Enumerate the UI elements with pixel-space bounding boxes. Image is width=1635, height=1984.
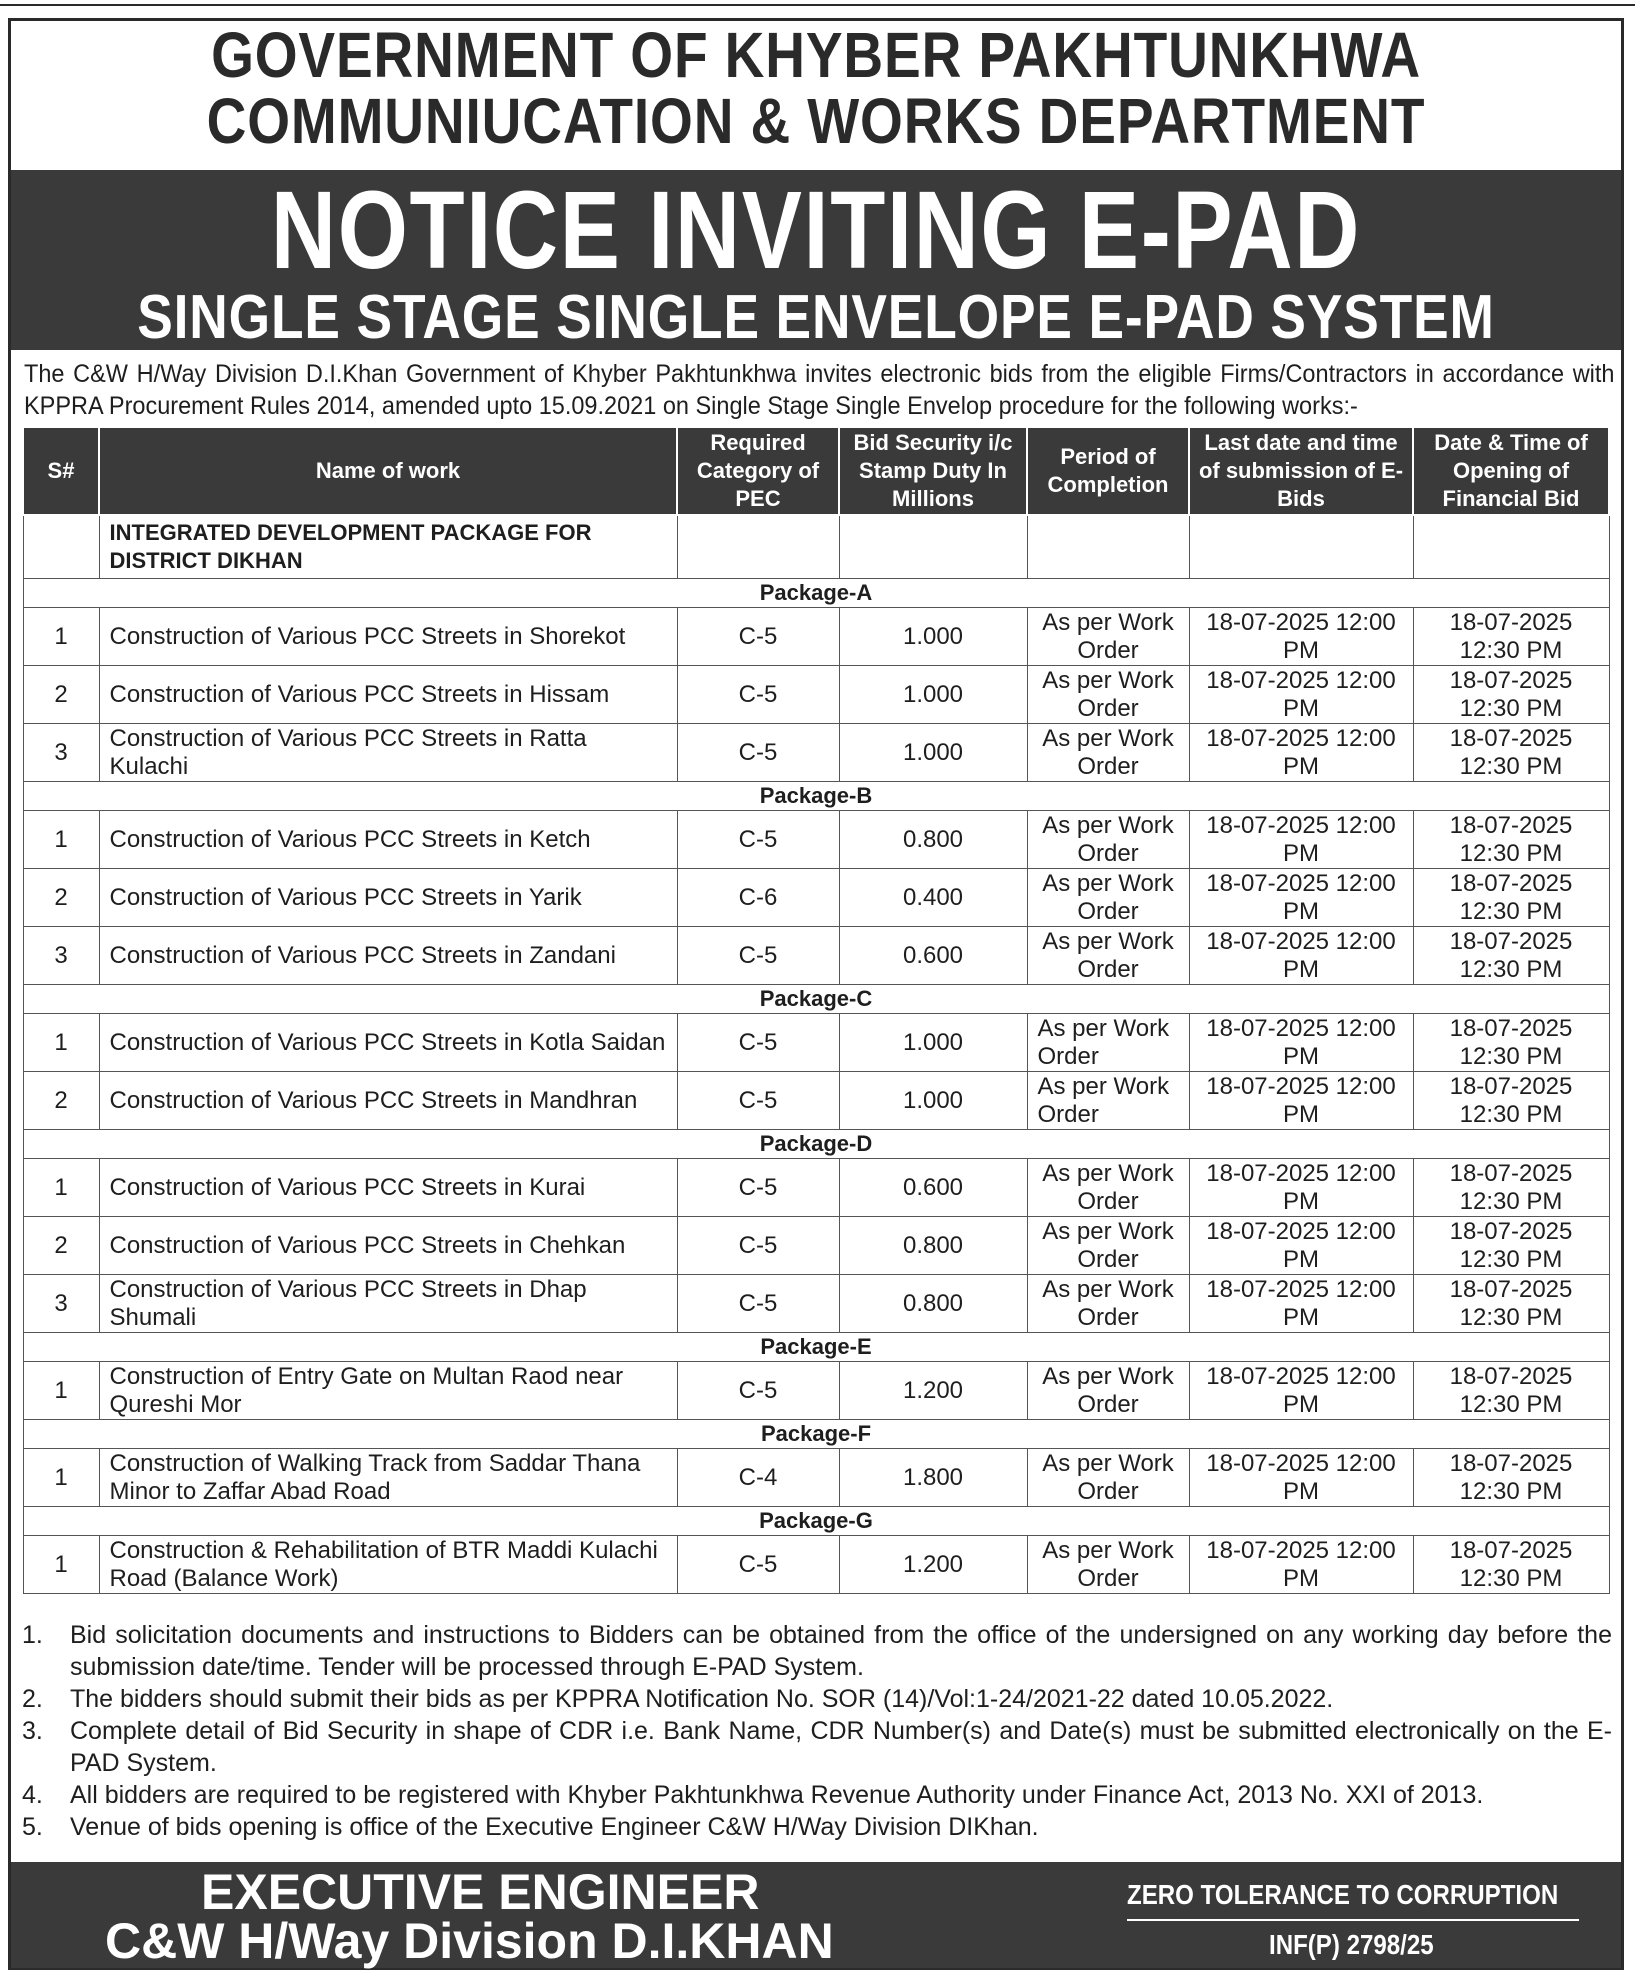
group-row xyxy=(23,515,1609,579)
cell-submission: 18-07-2025 12:00 PM xyxy=(1189,1275,1413,1333)
cell-opening: 18-07-2025 12:30 PM xyxy=(1413,666,1609,724)
cell-opening: 18-07-2025 12:30 PM xyxy=(1413,1362,1609,1420)
cell-security: 1.800 xyxy=(839,1449,1027,1507)
cell-submission: 18-07-2025 12:00 PM xyxy=(1189,1014,1413,1072)
notice-title: NOTICE INVITING E-PAD xyxy=(270,169,1362,292)
header-sno: S# xyxy=(23,428,99,515)
package-label: Package-D xyxy=(23,1130,1609,1159)
government-title: GOVERNMENT OF KHYBER PAKHTUNKHWA xyxy=(211,19,1421,91)
cell-opening: 18-07-2025 12:30 PM xyxy=(1413,1159,1609,1217)
cell-period: As per Work Order xyxy=(1027,724,1189,782)
header-security: Bid Security i/c Stamp Duty In Millions xyxy=(839,428,1027,515)
table-row xyxy=(23,811,1609,869)
cell-period: As per Work Order xyxy=(1027,1072,1189,1130)
cell-security: 1.000 xyxy=(839,1014,1027,1072)
header-name: Name of work xyxy=(99,428,677,515)
reference-number: INF(P) 2798/25 xyxy=(1269,1929,1434,1960)
works-table xyxy=(22,428,1610,1594)
cell-opening: 18-07-2025 12:30 PM xyxy=(1413,1275,1609,1333)
cell-name: Construction of Various PCC Streets in Dhap Shumali xyxy=(99,1275,677,1333)
cell-name: Construction of Various PCC Streets in Chehkan xyxy=(99,1217,677,1275)
package-label: Package-E xyxy=(23,1333,1609,1362)
table-row xyxy=(23,1275,1609,1333)
cell-sno: 1 xyxy=(23,811,99,869)
note-item xyxy=(22,1779,1612,1811)
table-row xyxy=(23,666,1609,724)
group-title: INTEGRATED DEVELOPMENT PACKAGE FOR DISTRICT DIKHAN xyxy=(99,515,677,579)
cell-security: 0.400 xyxy=(839,869,1027,927)
cell-submission: 18-07-2025 12:00 PM xyxy=(1189,1072,1413,1130)
cell-opening: 18-07-2025 12:30 PM xyxy=(1413,1072,1609,1130)
header-submission: Last date and time of submission of E-Bids xyxy=(1189,428,1413,515)
cell-sno: 3 xyxy=(23,1275,99,1333)
cell-security: 0.800 xyxy=(839,811,1027,869)
header-category: Required Category of PEC xyxy=(677,428,839,515)
cell-sno: 1 xyxy=(23,1362,99,1420)
notice-subtitle: SINGLE STAGE SINGLE ENVELOPE E-PAD SYSTEM xyxy=(137,283,1495,352)
cell-period: As per Work Order xyxy=(1027,666,1189,724)
table-row xyxy=(23,869,1609,927)
package-label: Package-B xyxy=(23,782,1609,811)
signatory-division: C&W H/Way Division D.I.KHAN xyxy=(105,1913,834,1969)
top-rule xyxy=(0,4,1635,6)
table-row xyxy=(23,1536,1609,1594)
cell-sno: 3 xyxy=(23,927,99,985)
note-text: Complete detail of Bid Security in shape of CDR i.e. Bank Name, CDR Number(s) and Date(s) must be submitted electronically on the E-PAD System. xyxy=(70,1717,1612,1777)
table-row xyxy=(23,1014,1609,1072)
cell-name: Construction of Various PCC Streets in Ketch xyxy=(99,811,677,869)
cell-sno: 2 xyxy=(23,869,99,927)
cell-sno: 2 xyxy=(23,1217,99,1275)
cell-name: Construction of Various PCC Streets in Zandani xyxy=(99,927,677,985)
package-row xyxy=(23,782,1609,811)
cell-category: C-5 xyxy=(677,1536,839,1594)
works-table-body xyxy=(23,515,1609,1594)
cell-category: C-4 xyxy=(677,1449,839,1507)
cell-sno: 1 xyxy=(23,608,99,666)
intro-paragraph: The C&W H/Way Division D.I.Khan Government of Khyber Pakhtunkhwa invites electronic bids from the eligible Firms/Contractors in accordance with KPPRA Procurement Rules 2014, amended upto 15.09.2021 on Single Stage Single Envelop procedure for the following works:- xyxy=(24,360,1615,420)
cell-category: C-5 xyxy=(677,1275,839,1333)
cell-category: C-5 xyxy=(677,927,839,985)
cell-name: Construction of Various PCC Streets in Yarik xyxy=(99,869,677,927)
cell-submission: 18-07-2025 12:00 PM xyxy=(1189,1159,1413,1217)
note-number: 5. xyxy=(22,1813,43,1841)
cell-submission: 18-07-2025 12:00 PM xyxy=(1189,927,1413,985)
cell-period: As per Work Order xyxy=(1027,1449,1189,1507)
package-label: Package-C xyxy=(23,985,1609,1014)
cell-security: 0.800 xyxy=(839,1275,1027,1333)
signatory-designation: EXECUTIVE ENGINEER xyxy=(201,1864,760,1920)
cell-period: As per Work Order xyxy=(1027,1159,1189,1217)
cell-category: C-5 xyxy=(677,724,839,782)
cell-category: C-5 xyxy=(677,608,839,666)
cell-opening: 18-07-2025 12:30 PM xyxy=(1413,1014,1609,1072)
cell-period: As per Work Order xyxy=(1027,1275,1189,1333)
header-opening: Date & Time of Opening of Financial Bid xyxy=(1413,428,1609,515)
cell-security: 1.000 xyxy=(839,1072,1027,1130)
note-number: 3. xyxy=(22,1717,43,1745)
cell-sno: 2 xyxy=(23,666,99,724)
cell-period: As per Work Order xyxy=(1027,1362,1189,1420)
cell-submission: 18-07-2025 12:00 PM xyxy=(1189,1362,1413,1420)
anti-corruption-slogan: ZERO TOLERANCE TO CORRUPTION xyxy=(1127,1879,1559,1910)
package-label: Package-A xyxy=(23,579,1609,608)
cell-category: C-5 xyxy=(677,1072,839,1130)
cell-security: 1.000 xyxy=(839,666,1027,724)
table-row xyxy=(23,608,1609,666)
table-row xyxy=(23,1449,1609,1507)
cell-submission: 18-07-2025 12:00 PM xyxy=(1189,869,1413,927)
cell-period: As per Work Order xyxy=(1027,869,1189,927)
note-text: All bidders are required to be registered with Khyber Pakhtunkhwa Revenue Authority under Finance Act, 2013 No. XXI of 2013. xyxy=(70,1781,1484,1809)
package-label: Package-G xyxy=(23,1507,1609,1536)
cell-name: Construction of Walking Track from Saddar Thana Minor to Zaffar Abad Road xyxy=(99,1449,677,1507)
package-row xyxy=(23,985,1609,1014)
note-item xyxy=(22,1683,1612,1715)
cell-name: Construction of Various PCC Streets in Mandhran xyxy=(99,1072,677,1130)
package-row xyxy=(23,1507,1609,1536)
cell-opening: 18-07-2025 12:30 PM xyxy=(1413,1217,1609,1275)
cell-security: 1.000 xyxy=(839,608,1027,666)
package-label: Package-F xyxy=(23,1420,1609,1449)
department-header xyxy=(124,19,1509,157)
cell-sno: 2 xyxy=(23,1072,99,1130)
cell-period: As per Work Order xyxy=(1027,608,1189,666)
department-title: COMMUNIUCATION & WORKS DEPARTMENT xyxy=(206,85,1426,157)
cell-security: 0.600 xyxy=(839,1159,1027,1217)
table-row xyxy=(23,1362,1609,1420)
cell-name: Construction of Various PCC Streets in Kotla Saidan xyxy=(99,1014,677,1072)
table-row xyxy=(23,1217,1609,1275)
package-row xyxy=(23,1420,1609,1449)
cell-period: As per Work Order xyxy=(1027,1014,1189,1072)
cell-category: C-5 xyxy=(677,811,839,869)
cell-opening: 18-07-2025 12:30 PM xyxy=(1413,1536,1609,1594)
cell-sno: 1 xyxy=(23,1449,99,1507)
cell-name: Construction of Various PCC Streets in Kurai xyxy=(99,1159,677,1217)
slogan-underline xyxy=(1127,1919,1579,1921)
cell-name: Construction of Various PCC Streets in Hissam xyxy=(99,666,677,724)
cell-category: C-5 xyxy=(677,666,839,724)
cell-submission: 18-07-2025 12:00 PM xyxy=(1189,1536,1413,1594)
cell-period: As per Work Order xyxy=(1027,811,1189,869)
cell-security: 1.200 xyxy=(839,1536,1027,1594)
cell-category: C-5 xyxy=(677,1014,839,1072)
note-number: 1. xyxy=(22,1621,43,1649)
cell-submission: 18-07-2025 12:00 PM xyxy=(1189,1217,1413,1275)
cell-submission: 18-07-2025 12:00 PM xyxy=(1189,666,1413,724)
note-item xyxy=(22,1715,1612,1779)
package-row xyxy=(23,1333,1609,1362)
table-row xyxy=(23,724,1609,782)
cell-submission: 18-07-2025 12:00 PM xyxy=(1189,1449,1413,1507)
cell-opening: 18-07-2025 12:30 PM xyxy=(1413,608,1609,666)
cell-opening: 18-07-2025 12:30 PM xyxy=(1413,724,1609,782)
table-row xyxy=(23,1072,1609,1130)
note-item xyxy=(22,1811,1612,1843)
cell-name: Construction of Various PCC Streets in Shorekot xyxy=(99,608,677,666)
note-number: 2. xyxy=(22,1685,43,1713)
cell-opening: 18-07-2025 12:30 PM xyxy=(1413,1449,1609,1507)
cell-security: 0.600 xyxy=(839,927,1027,985)
cell-category: C-5 xyxy=(677,1217,839,1275)
table-row xyxy=(23,1159,1609,1217)
package-row xyxy=(23,579,1609,608)
package-row xyxy=(23,1130,1609,1159)
notice-banner xyxy=(11,170,1621,350)
table-row xyxy=(23,927,1609,985)
cell-name: Construction & Rehabilitation of BTR Maddi Kulachi Road (Balance Work) xyxy=(99,1536,677,1594)
note-text: Bid solicitation documents and instructions to Bidders can be obtained from the office of the undersigned on any working day before the submission date/time. Tender will be processed through E-PAD System. xyxy=(70,1621,1612,1681)
note-number: 4. xyxy=(22,1781,43,1809)
footer-band xyxy=(11,1862,1621,1968)
cell-sno: 1 xyxy=(23,1536,99,1594)
note-text: Venue of bids opening is office of the Executive Engineer C&W H/Way Division DIKhan. xyxy=(70,1813,1039,1841)
cell-opening: 18-07-2025 12:30 PM xyxy=(1413,927,1609,985)
cell-category: C-5 xyxy=(677,1159,839,1217)
cell-period: As per Work Order xyxy=(1027,1217,1189,1275)
cell-security: 1.000 xyxy=(839,724,1027,782)
cell-sno: 1 xyxy=(23,1014,99,1072)
cell-submission: 18-07-2025 12:00 PM xyxy=(1189,608,1413,666)
cell-category: C-5 xyxy=(677,1362,839,1420)
cell-security: 1.200 xyxy=(839,1362,1027,1420)
cell-period: As per Work Order xyxy=(1027,1536,1189,1594)
cell-name: Construction of Entry Gate on Multan Raod near Qureshi Mor xyxy=(99,1362,677,1420)
notes-list xyxy=(22,1619,1612,1843)
cell-opening: 18-07-2025 12:30 PM xyxy=(1413,869,1609,927)
header-period: Period of Completion xyxy=(1027,428,1189,515)
note-text: The bidders should submit their bids as per KPPRA Notification No. SOR (14)/Vol:1-24/2021-22 dated 10.05.2022. xyxy=(70,1685,1334,1713)
cell-sno: 1 xyxy=(23,1159,99,1217)
cell-sno: 3 xyxy=(23,724,99,782)
table-header-row xyxy=(23,428,1609,515)
cell-opening: 18-07-2025 12:30 PM xyxy=(1413,811,1609,869)
cell-submission: 18-07-2025 12:00 PM xyxy=(1189,724,1413,782)
cell-submission: 18-07-2025 12:00 PM xyxy=(1189,811,1413,869)
cell-category: C-6 xyxy=(677,869,839,927)
cell-name: Construction of Various PCC Streets in Ratta Kulachi xyxy=(99,724,677,782)
note-item xyxy=(22,1619,1612,1683)
cell-security: 0.800 xyxy=(839,1217,1027,1275)
cell-period: As per Work Order xyxy=(1027,927,1189,985)
